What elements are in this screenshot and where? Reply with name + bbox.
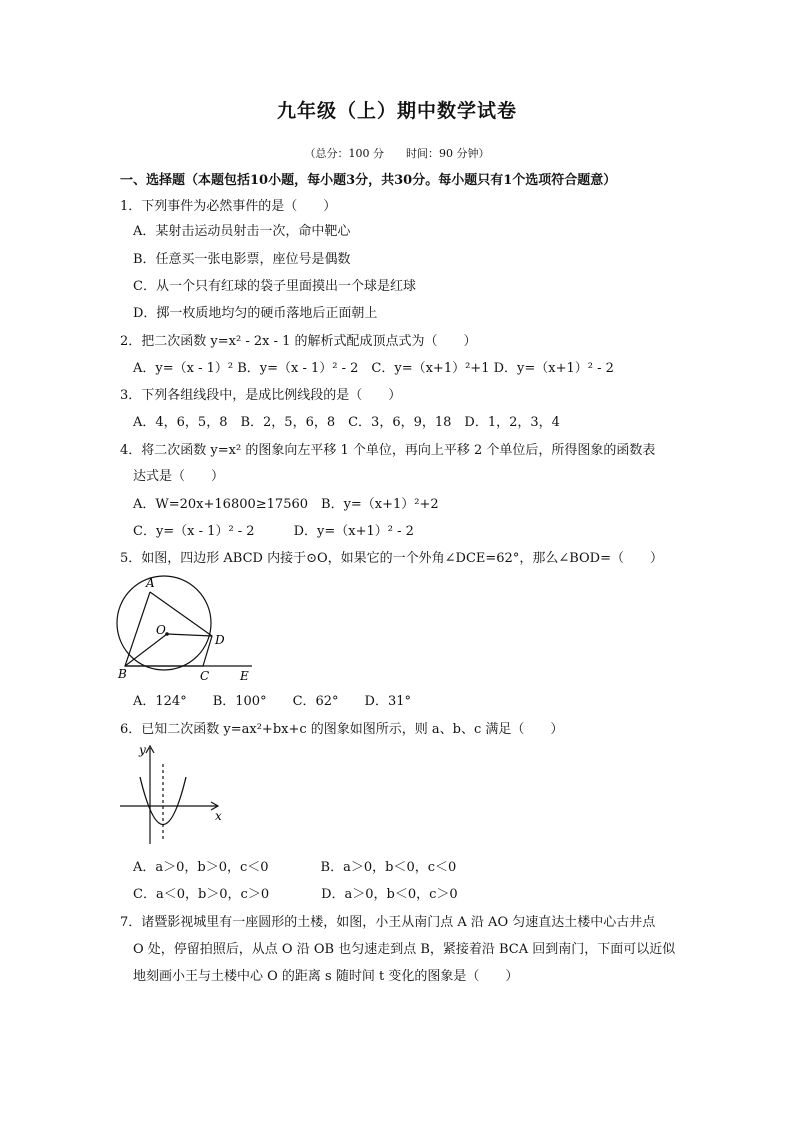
q7-line2: O 处，停留拍照后，从点 O 沿 OB 也匀速走到点 B，紧接着沿 BCA 回到南门，下面可以近似 — [133, 942, 676, 957]
q1-stem: 1．下列事件为必然事件的是（ ） — [120, 199, 337, 214]
section-heading: 一、选择题（本题包括10小题，每小题3分，共30分。每小题只有1个选项符合题意） — [120, 173, 617, 188]
label-d: D — [215, 633, 225, 647]
q1-option-b: B．任意买一张电影票，座位号是偶数 — [133, 252, 351, 267]
q1-option-c: C．从一个只有红球的袋子里面摸出一个球是红球 — [133, 279, 416, 294]
q4-stem: 4．将二次函数 y=x² 的图象向左平移 1 个单位，再向上平移 2 个单位后，所得图象的函数表 — [120, 443, 656, 458]
q5-stem: 5．如图，四边形 ABCD 内接于⊙O，如果它的一个外角∠DCE=62°，那么∠BOD=（ ） — [120, 551, 663, 566]
label-b: B — [118, 667, 127, 681]
q5-options: A．124° B．100° C．62° D．31° — [133, 694, 412, 709]
q2-stem: 2．把二次函数 y=x² - 2x - 1 的解析式配成顶点式为（ ） — [120, 334, 477, 349]
q6-options-row2: C．a＜0，b＞0，c＞0 D．a＞0，b＜0，c＞0 — [133, 887, 458, 902]
parabola-graph-figure — [114, 742, 226, 848]
label-a: A — [146, 576, 155, 590]
q3-stem: 3．下列各组线段中，是成比例线段的是（ ） — [120, 388, 402, 403]
axis-label-y: y — [139, 743, 146, 757]
q4-stem-continued: 达式是（ ） — [133, 469, 225, 484]
q6-options-row1: A．a＞0，b＞0，c＜0 B．a＞0，b＜0，c＜0 — [133, 860, 457, 875]
q1-option-d: D．掷一枚质地均匀的硬币落地后正面朝上 — [133, 306, 378, 321]
page-title: 九年级（上）期中数学试卷 — [276, 100, 517, 122]
q7-line1: 7．诸暨影视城里有一座圆形的土楼，如图，小王从南门点 A 沿 AO 匀速直达土楼中心古井点 — [120, 915, 656, 930]
exam-meta: （总分：100 分 时间：90 分钟） — [304, 147, 490, 160]
label-e: E — [240, 669, 249, 683]
circle-quadrilateral-figure — [112, 574, 257, 686]
q6-stem: 6．已知二次函数 y=ax²+bx+c 的图象如图所示，则 a、b、c 满足（ ） — [120, 722, 564, 737]
q4-options-row1: A．W=20x+16800≥17560 B．y=（x+1）²+2 — [133, 497, 439, 512]
label-c: C — [200, 669, 210, 683]
q7-line3: 地刻画小王与土楼中心 O 的距离 s 随时间 t 变化的图象是（ ） — [133, 969, 519, 984]
label-o: O — [156, 623, 166, 637]
q2-options: A．y=（x - 1）² B．y=（x - 1）² - 2 C．y=（x+1）²+1 D．y=（x+1）² - 2 — [133, 361, 614, 376]
q3-options: A．4，6，5，8 B．2，5，6，8 C．3，6，9，18 D．1，2，3，4 — [133, 415, 560, 430]
q4-options-row2: C．y=（x - 1）² - 2 D．y=（x+1）² - 2 — [133, 524, 414, 539]
axis-label-x: x — [215, 809, 222, 823]
q1-option-a: A．某射击运动员射击一次，命中靶心 — [133, 224, 351, 239]
